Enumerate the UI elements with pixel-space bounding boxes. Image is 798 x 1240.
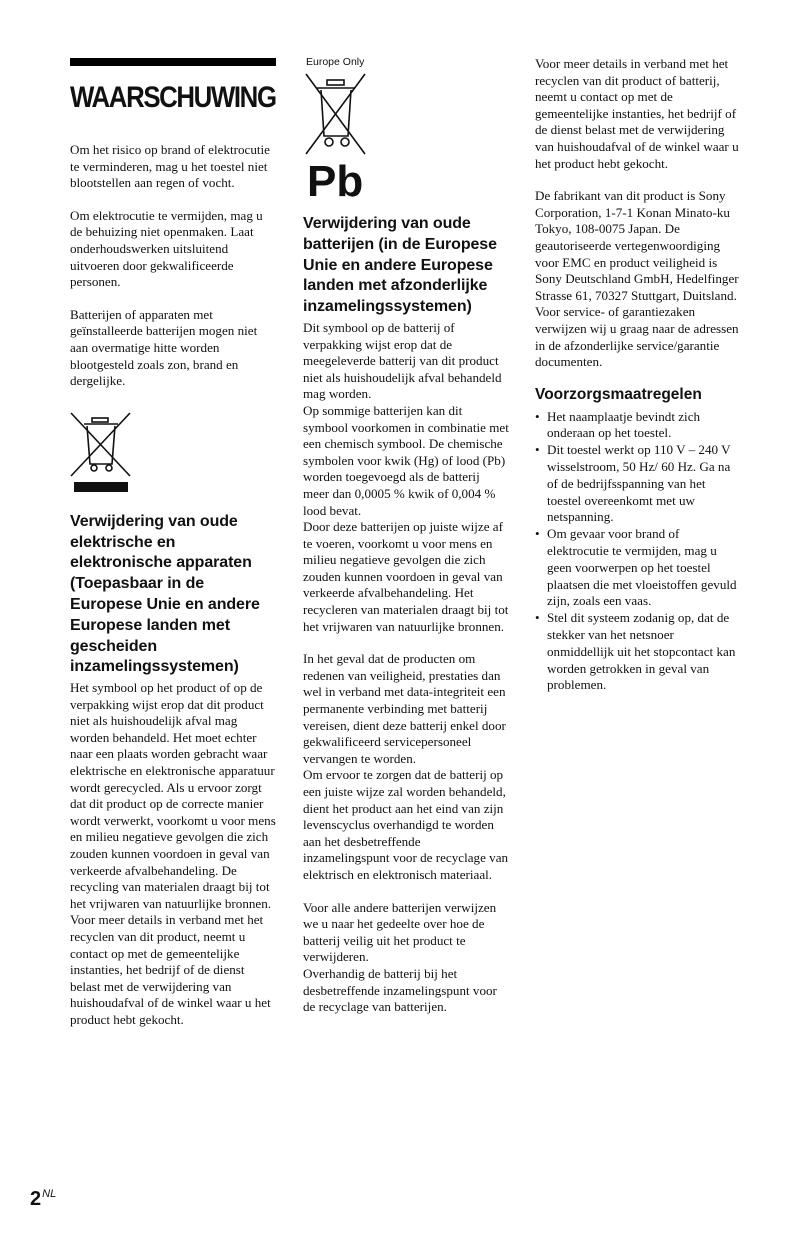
page-number <box>30 1188 56 1211</box>
column-right <box>535 56 741 694</box>
manufacturer-info: De fabrikant van dit product is Sony Corporation, 1-7-1 Konan Minato-ku Tokyo, 108-0075 Japan. De geautoriseerde vertegenwoordiging voor EMC en product veiligheid is Sony Deutschland GmbH, Hedelfinger Strasse 61, 70327 Stuttgart, Duitsland. Voor service- of garantiezaken verwijzen wij u graag naar de adressen in de afzonderlijke service/garantie documenten. <box>535 188 739 370</box>
battery-p3: Door deze batterijen op juiste wijze af te voeren, voorkomt u voor mens en milieu negatieve gevolgen die zich zouden kunnen voordoen in geval van verkeerde afvalbehandeling. Het recycleren van materialen draagt bij tot het vrijwaren van natuurlijke bronnen. <box>303 519 509 634</box>
page-number-value: 2 <box>30 1188 42 1210</box>
battery-bin-icon <box>303 70 369 158</box>
list-item: • Het naamplaatje bevindt zich onderaan op het toestel. <box>535 409 741 443</box>
battery-p7: Overhandig de batterij bij het desbetreffende inzamelingspunt voor de recyclage van batterijen. <box>303 965 497 1015</box>
battery-p4: In het geval dat de producten om redenen van veiligheid, prestaties dan wel in verband met data-integriteit een permanente verbinding met batterij vereisen, dient deze batterij enkel door gekwalificeerd servicepersoneel vervangen te worden. <box>303 651 506 766</box>
separate-collection-bar <box>74 482 128 492</box>
list-item: • Dit toestel werkt op 110 V – 240 V wisselstroom, 50 Hz/ 60 Hz. Ga na of de bedrijfsspanning van het toestel overeenkomt met uw netspanning. <box>535 442 741 526</box>
battery-p2: Op sommige batterijen kan dit symbool voorkomen in combinatie met een chemisch symbool. De chemische symbolen voor kwik (Hg) of lood (Pb) worden toegevoegd als de batterij meer dan 0,0005 % kwik of 0,004 % lood bevat. <box>303 402 509 518</box>
weee-heading: Verwijdering van oude elektrische en elektronische apparaten (Toepasbaar in de Europese Unie en andere Europese landen met gescheiden inzamelingssystemen) <box>70 512 260 676</box>
battery-heading: Verwijdering van oude batterijen (in de Europese Unie en andere Europese landen met afzonderlijke inzamelingssystemen) <box>303 215 497 316</box>
warning-heat: Batterijen of apparaten met geïnstalleerde batterijen mogen niet aan overmatige hitte worden blootgesteld zoals zon, brand en dergelijke. <box>70 306 258 389</box>
warning-fire: Om het risico op brand of elektrocutie te verminderen, mag u het toestel niet blootstellen aan regen of vocht. <box>70 142 270 191</box>
europe-only-label: Europe Only <box>306 56 365 68</box>
list-item: • Om gevaar voor brand of elektrocutie te vermijden, mag u geen voorwerpen op het toestel plaatsen die met vloeistoffen gevuld zijn, zoals een vaas. <box>535 526 741 610</box>
crossed-bin-icon <box>70 412 132 478</box>
battery-p6: Voor alle andere batterijen verwijzen we u naar het gedeelte over hoe de batterij veilig uit het product te verwijderen. <box>303 899 497 965</box>
page-title: WAARSCHUWING <box>70 81 276 114</box>
column-middle <box>303 56 509 1016</box>
warning-housing: Om elektrocutie te vermijden, mag u de behuizing niet openmaken. Laat onderhoudswerken uitsluitend uitvoeren door gekwalificeerde personen. <box>70 207 263 290</box>
page-language: NL <box>42 1188 57 1200</box>
battery-p5: Om ervoor te zorgen dat de batterij op een juiste wijze zal worden behandeld, dient het product aan het eind van zijn levenscyclus overhandigd te worden aan het desbetreffende inzamelingspunt voor de recyclage van elektrisch en elektronisch materiaal. <box>303 767 509 882</box>
precautions-heading: Voorzorgsmaatregelen <box>535 385 702 403</box>
precautions-list <box>535 409 741 695</box>
list-item: • Stel dit systeem zodanig op, dat de stekker van het netsnoer onmiddellijk uit het stopcontact kan worden getrokken in geval van problemen. <box>535 610 741 694</box>
weee-body: Het symbool op het product of op de verpakking wijst erop dat dit product niet als huishoudelijk afval mag worden behandeld. Het moet echter naar een plaats worden gebracht waar elektrische en elektronische apparatuur wordt gerecycled. Als u ervoor zorgt dat dit product op de correcte manier wordt verwerkt, voorkomt u voor mens en milieu negatieve gevolgen die zich zouden kunnen voordoen in geval van verkeerde afvalbehandeling. De recycling van materialen draagt bij tot het vrijwaren van natuurlijke bronnen. Voor meer details in verband met het recyclen van dit product, neemt u contact op met de gemeentelijke instanties, het bedrijf of de dienst belast met de verwijdering van huishoudafval of de winkel waar u het product hebt gekocht. <box>70 680 276 1027</box>
lead-symbol: Pb <box>307 157 364 206</box>
battery-p1: Dit symbool op de batterij of verpakking wijst erop dat de meegeleverde batterij van dit product niet als huishoudelijk afval behandeld mag worden. <box>303 319 502 402</box>
column-left <box>70 56 276 1029</box>
title-rule <box>70 58 276 66</box>
recycling-details: Voor meer details in verband met het recyclen van dit product of batterij, neemt u contact op met de gemeentelijke instanties, het bedrijf of de dienst belast met de verwijdering van huishoudafval of de winkel waar u het product hebt gekocht. <box>535 56 739 171</box>
